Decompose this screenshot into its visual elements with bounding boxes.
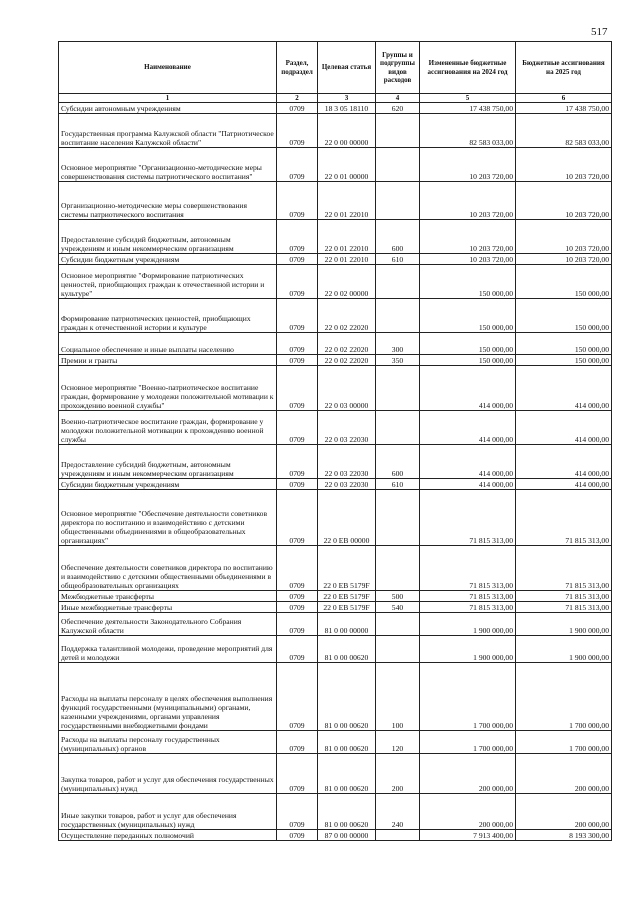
cell-article: 18 3 05 18110	[318, 103, 376, 114]
cell-section: 0709	[277, 830, 318, 841]
budget-table	[58, 41, 612, 841]
table-row	[59, 613, 612, 636]
cell-2024: 71 815 313,00	[420, 602, 516, 613]
cell-section: 0709	[277, 148, 318, 182]
cell-section: 0709	[277, 490, 318, 546]
cell-article: 22 0 03 22030	[318, 411, 376, 445]
cell-2024: 414 000,00	[420, 366, 516, 411]
cell-name: Субсидии бюджетным учреждениям	[59, 254, 277, 265]
table-row	[59, 355, 612, 366]
table-row	[59, 148, 612, 182]
cell-section: 0709	[277, 546, 318, 591]
cell-2025: 10 203 720,00	[516, 182, 612, 220]
cell-article: 22 0 01 00000	[318, 148, 376, 182]
table-row	[59, 794, 612, 830]
cell-2025: 71 815 313,00	[516, 546, 612, 591]
table-row	[59, 445, 612, 479]
table-row	[59, 254, 612, 265]
cell-2025: 71 815 313,00	[516, 591, 612, 602]
cell-group	[376, 148, 420, 182]
cell-group	[376, 299, 420, 333]
cell-group	[376, 265, 420, 299]
cell-2025: 414 000,00	[516, 411, 612, 445]
cell-section: 0709	[277, 299, 318, 333]
cell-name: Основное мероприятие "Организационно-методические меры совершенствования системы патриотического воспитания"	[59, 148, 277, 182]
cell-article: 22 0 02 22020	[318, 355, 376, 366]
table-row	[59, 636, 612, 663]
cell-article: 22 0 01 22010	[318, 182, 376, 220]
cell-2025: 1 900 000,00	[516, 636, 612, 663]
cell-group: 540	[376, 602, 420, 613]
cell-article: 22 0 01 22010	[318, 254, 376, 265]
cell-2024: 200 000,00	[420, 794, 516, 830]
cell-article: 22 0 01 22010	[318, 220, 376, 254]
cell-section: 0709	[277, 636, 318, 663]
table-row	[59, 663, 612, 731]
table-row	[59, 490, 612, 546]
cell-article: 81 0 00 00620	[318, 731, 376, 754]
cell-article: 22 0 EB 00000	[318, 490, 376, 546]
cell-article: 22 0 03 22030	[318, 445, 376, 479]
table-row	[59, 333, 612, 355]
table-row	[59, 754, 612, 794]
cell-2025: 1 900 000,00	[516, 613, 612, 636]
cell-section: 0709	[277, 591, 318, 602]
header-2024: Измененные бюджетные ассигнования на 2024 год	[420, 42, 516, 94]
cell-group: 240	[376, 794, 420, 830]
table-row	[59, 546, 612, 591]
cell-name: Расходы на выплаты персоналу государственных (муниципальных) органов	[59, 731, 277, 754]
cell-2025: 414 000,00	[516, 366, 612, 411]
cell-group: 350	[376, 355, 420, 366]
cell-name: Межбюджетные трансферты	[59, 591, 277, 602]
cell-section: 0709	[277, 366, 318, 411]
cell-section: 0709	[277, 333, 318, 355]
cell-name: Иные межбюджетные трансферты	[59, 602, 277, 613]
column-number: 6	[516, 94, 612, 103]
cell-name: Основное мероприятие "Военно-патриотическое воспитание граждан, формирование у молодежи положительной мотивации к прохождению военной службы"	[59, 366, 277, 411]
cell-2024: 71 815 313,00	[420, 546, 516, 591]
cell-name: Иные закупки товаров, работ и услуг для обеспечения государственных (муниципальных) нужд	[59, 794, 277, 830]
cell-name: Основное мероприятие "Обеспечение деятельности советников директора по воспитанию и взаимодействию с детскими общественными объединениями в общеобразовательных организациях"	[59, 490, 277, 546]
cell-group: 120	[376, 731, 420, 754]
cell-2024: 150 000,00	[420, 333, 516, 355]
cell-group: 600	[376, 220, 420, 254]
cell-2024: 10 203 720,00	[420, 148, 516, 182]
cell-article: 22 0 03 00000	[318, 366, 376, 411]
cell-name: Премии и гранты	[59, 355, 277, 366]
cell-section: 0709	[277, 103, 318, 114]
cell-2024: 414 000,00	[420, 445, 516, 479]
table-row	[59, 103, 612, 114]
cell-2024: 71 815 313,00	[420, 490, 516, 546]
cell-2024: 150 000,00	[420, 299, 516, 333]
header-groups: Группы и подгруппы видов расходов	[376, 42, 420, 94]
cell-2025: 10 203 720,00	[516, 148, 612, 182]
cell-section: 0709	[277, 182, 318, 220]
cell-2024: 1 700 000,00	[420, 731, 516, 754]
table-row	[59, 479, 612, 490]
header-article: Целевая статья	[318, 42, 376, 94]
cell-name: Осуществление переданных полномочий	[59, 830, 277, 841]
table-row	[59, 366, 612, 411]
cell-2024: 1 700 000,00	[420, 663, 516, 731]
cell-2025: 1 700 000,00	[516, 663, 612, 731]
table-row	[59, 591, 612, 602]
cell-group	[376, 613, 420, 636]
cell-section: 0709	[277, 445, 318, 479]
cell-section: 0709	[277, 613, 318, 636]
cell-article: 22 0 EB 5179F	[318, 591, 376, 602]
cell-group	[376, 366, 420, 411]
column-number: 1	[59, 94, 277, 103]
table-header-row	[59, 42, 612, 94]
cell-article: 81 0 00 00620	[318, 754, 376, 794]
cell-article: 81 0 00 00620	[318, 636, 376, 663]
table-row	[59, 299, 612, 333]
cell-name: Предоставление субсидий бюджетным, автономным учреждениям и иным некоммерческим организациям	[59, 445, 277, 479]
cell-group	[376, 411, 420, 445]
cell-name: Формирование патриотических ценностей, приобщающих граждан к отечественной истории и культуре	[59, 299, 277, 333]
cell-section: 0709	[277, 754, 318, 794]
column-number: 5	[420, 94, 516, 103]
cell-name: Основное мероприятие "Формирование патриотических ценностей, приобщающих граждан к отечественной истории и культуре"	[59, 265, 277, 299]
cell-2024: 1 900 000,00	[420, 613, 516, 636]
cell-section: 0709	[277, 794, 318, 830]
header-2025: Бюджетные ассигнования на 2025 год	[516, 42, 612, 94]
cell-article: 81 0 00 00620	[318, 663, 376, 731]
cell-section: 0709	[277, 479, 318, 490]
cell-group: 610	[376, 254, 420, 265]
cell-2025: 150 000,00	[516, 355, 612, 366]
cell-name: Субсидии автономным учреждениям	[59, 103, 277, 114]
header-name: Наименование	[59, 42, 277, 94]
cell-2024: 10 203 720,00	[420, 220, 516, 254]
column-number: 2	[277, 94, 318, 103]
cell-2025: 8 193 300,00	[516, 830, 612, 841]
cell-group	[376, 490, 420, 546]
table-row	[59, 265, 612, 299]
cell-section: 0709	[277, 114, 318, 148]
cell-2025: 150 000,00	[516, 333, 612, 355]
cell-article: 22 0 EB 5179F	[318, 602, 376, 613]
table-row	[59, 114, 612, 148]
cell-2024: 414 000,00	[420, 411, 516, 445]
cell-name: Социальное обеспечение и иные выплаты населению	[59, 333, 277, 355]
cell-article: 87 0 00 00000	[318, 830, 376, 841]
cell-2025: 17 438 750,00	[516, 103, 612, 114]
cell-2024: 17 438 750,00	[420, 103, 516, 114]
cell-2024: 200 000,00	[420, 754, 516, 794]
cell-name: Военно-патриотическое воспитание граждан, формирование у молодежи положительной мотивации к прохождению военной службы	[59, 411, 277, 445]
cell-name: Организационно-методические меры совершенствования системы патриотического воспитания	[59, 182, 277, 220]
cell-2025: 1 700 000,00	[516, 731, 612, 754]
cell-name: Государственная программа Калужской области "Патриотическое воспитание населения Калужской области"	[59, 114, 277, 148]
table-row	[59, 731, 612, 754]
cell-2025: 414 000,00	[516, 445, 612, 479]
cell-name: Обеспечение деятельности Законодательного Собрания Калужской области	[59, 613, 277, 636]
cell-2025: 150 000,00	[516, 299, 612, 333]
cell-2024: 10 203 720,00	[420, 182, 516, 220]
cell-group: 100	[376, 663, 420, 731]
cell-group: 200	[376, 754, 420, 794]
cell-name: Поддержка талантливой молодежи, проведение мероприятий для детей и молодежи	[59, 636, 277, 663]
cell-article: 22 0 EB 5179F	[318, 546, 376, 591]
cell-group	[376, 636, 420, 663]
cell-article: 22 0 03 22030	[318, 479, 376, 490]
cell-article: 81 0 00 00000	[318, 613, 376, 636]
cell-2024: 10 203 720,00	[420, 254, 516, 265]
cell-2025: 414 000,00	[516, 479, 612, 490]
table-row	[59, 602, 612, 613]
cell-2025: 10 203 720,00	[516, 220, 612, 254]
table-row	[59, 220, 612, 254]
cell-2024: 150 000,00	[420, 355, 516, 366]
cell-2025: 150 000,00	[516, 265, 612, 299]
cell-2025: 200 000,00	[516, 794, 612, 830]
cell-name: Предоставление субсидий бюджетным, автономным учреждениям и иным некоммерческим организациям	[59, 220, 277, 254]
cell-2024: 150 000,00	[420, 265, 516, 299]
cell-2024: 82 583 033,00	[420, 114, 516, 148]
cell-section: 0709	[277, 265, 318, 299]
cell-article: 22 0 02 22020	[318, 333, 376, 355]
page-number: 517	[591, 26, 608, 38]
cell-group: 600	[376, 445, 420, 479]
cell-2024: 71 815 313,00	[420, 591, 516, 602]
cell-2025: 71 815 313,00	[516, 602, 612, 613]
cell-name: Расходы на выплаты персоналу в целях обеспечения выполнения функций государственными (муниципальными) органами, казенными учреждениями, органами управления государственными внебюджетными фондами	[59, 663, 277, 731]
cell-section: 0709	[277, 663, 318, 731]
cell-name: Субсидии бюджетным учреждениям	[59, 479, 277, 490]
cell-section: 0709	[277, 731, 318, 754]
cell-2025: 71 815 313,00	[516, 490, 612, 546]
cell-2024: 7 913 400,00	[420, 830, 516, 841]
column-number-row	[59, 94, 612, 103]
cell-2024: 1 900 000,00	[420, 636, 516, 663]
cell-article: 22 0 02 00000	[318, 265, 376, 299]
cell-group	[376, 830, 420, 841]
cell-section: 0709	[277, 355, 318, 366]
table-row	[59, 411, 612, 445]
header-section: Раздел, подраздел	[277, 42, 318, 94]
cell-section: 0709	[277, 411, 318, 445]
cell-group	[376, 182, 420, 220]
cell-group: 610	[376, 479, 420, 490]
cell-group: 500	[376, 591, 420, 602]
cell-2025: 200 000,00	[516, 754, 612, 794]
column-number: 3	[318, 94, 376, 103]
cell-article: 22 0 02 22020	[318, 299, 376, 333]
cell-group: 300	[376, 333, 420, 355]
cell-2025: 10 203 720,00	[516, 254, 612, 265]
cell-section: 0709	[277, 220, 318, 254]
table-row	[59, 830, 612, 841]
cell-name: Закупка товаров, работ и услуг для обеспечения государственных (муниципальных) нужд	[59, 754, 277, 794]
cell-group	[376, 546, 420, 591]
cell-article: 81 0 00 00620	[318, 794, 376, 830]
column-number: 4	[376, 94, 420, 103]
cell-group	[376, 114, 420, 148]
cell-2024: 414 000,00	[420, 479, 516, 490]
cell-group: 620	[376, 103, 420, 114]
table-row	[59, 182, 612, 220]
cell-2025: 82 583 033,00	[516, 114, 612, 148]
cell-article: 22 0 00 00000	[318, 114, 376, 148]
cell-section: 0709	[277, 254, 318, 265]
cell-section: 0709	[277, 602, 318, 613]
cell-name: Обеспечение деятельности советников директора по воспитанию и взаимодействию с детскими общественными объединениями в общеобразовательных организациях	[59, 546, 277, 591]
